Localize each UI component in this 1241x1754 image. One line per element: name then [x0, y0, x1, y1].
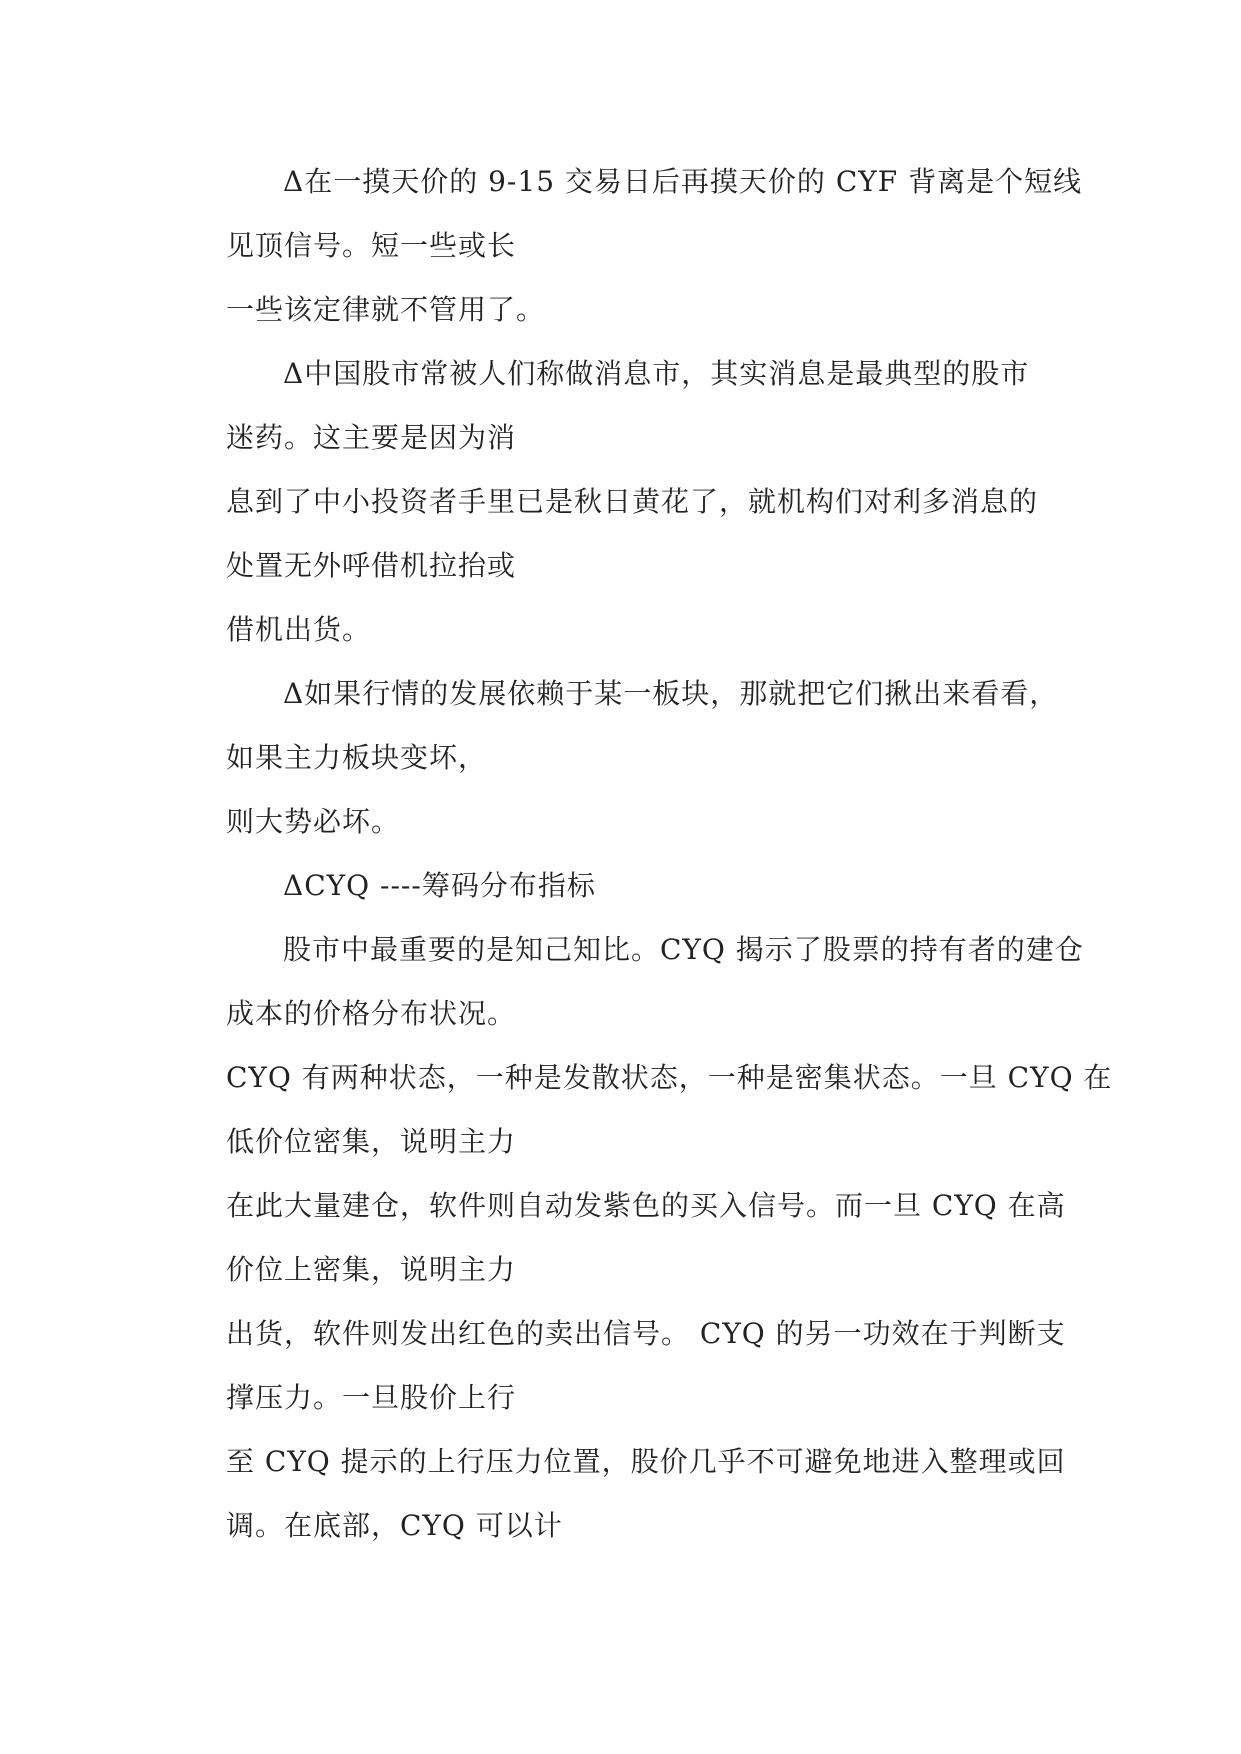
text-line: 低价位密集，说明主力 [226, 1125, 517, 1158]
text-line: CYQ 有两种状态，一种是发散状态，一种是密集状态。一旦 CYQ 在 [226, 1061, 1113, 1094]
text-line: Δ如果行情的发展依赖于某一板块，那就把它们揪出来看看， [283, 677, 1059, 710]
text-line: 迷药。这主要是因为消 [226, 421, 517, 454]
section-heading: ΔCYQ ----筹码分布指标 [283, 869, 596, 902]
text-line: 见顶信号。短一些或长 [226, 229, 517, 262]
text-line: 一些该定律就不管用了。 [226, 293, 546, 326]
text-line: 撑压力。一旦股价上行 [226, 1381, 517, 1414]
text-line: 股市中最重要的是知己知比。CYQ 揭示了股票的持有者的建仓 [283, 933, 1084, 966]
text-line: 至 CYQ 提示的上行压力位置，股价几乎不可避免地进入整理或回 [226, 1445, 1066, 1478]
text-line: 则大势必坏。 [226, 805, 401, 838]
text-line: Δ中国股市常被人们称做消息市，其实消息是最典型的股市 [283, 357, 1030, 390]
text-line: 在此大量建仓，软件则自动发紫色的买入信号。而一旦 CYQ 在高 [226, 1189, 1066, 1222]
text-line: 处置无外呼借机拉抬或 [226, 549, 517, 582]
text-line: 出货，软件则发出红色的卖出信号。 CYQ 的另一功效在于判断支 [226, 1317, 1066, 1350]
text-line: 调。在底部，CYQ 可以计 [226, 1509, 563, 1542]
text-line: 成本的价格分布状况。 [226, 997, 517, 1030]
text-line: 价位上密集，说明主力 [226, 1253, 517, 1286]
text-line: Δ在一摸天价的 9-15 交易日后再摸天价的 CYF 背离是个短线 [283, 165, 1083, 198]
text-line: 借机出货。 [226, 613, 372, 646]
text-line: 如果主力板块变坏， [226, 741, 488, 774]
text-line: 息到了中小投资者手里已是秋日黄花了，就机构们对利多消息的 [226, 485, 1039, 518]
